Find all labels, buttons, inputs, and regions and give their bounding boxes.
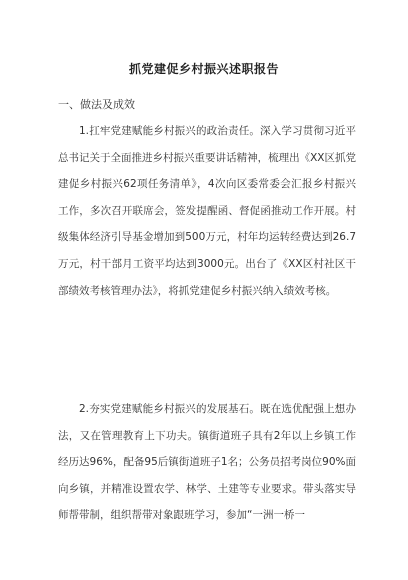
section-heading: 一、做法及成效 (58, 98, 135, 111)
document-title: 抓党建促乡村振兴述职报告 (128, 62, 279, 76)
paragraph-1: 1.扛牢党建赋能乡村振兴的政治责任。深入学习贯彻习近平总书记关于全面推进乡村振兴重要讲话精神，梳理出《XX区抓党建促乡村振兴62项任务清单》，4次向区委常委会汇报乡村振兴工作，多次召开联席会，签发提醒函、督促函推动工作开展。村级集体经济引导基金增加到500万元，村年均运转经费达到26.7万元，村干部月工资平均达到3000元。出台了《XX区村社区干部绩效考核管理办法》，将抓党建促乡村振兴纳入绩效考核。 (58, 125, 356, 297)
paragraph-2: 2.夯实党建赋能乡村振兴的发展基石。既在选优配强上想办法，又在管理教育上下功夫。镇街道班子具有2年以上乡镇工作经历达96%，配备95后镇街道班子1名；公务员招考岗位90%面向乡镇，并精准设置农学、林学、土建等专业要求。带头落实导师帮带制，组织帮带对象跟班学习，参加“一洲一桥一 (58, 403, 356, 522)
